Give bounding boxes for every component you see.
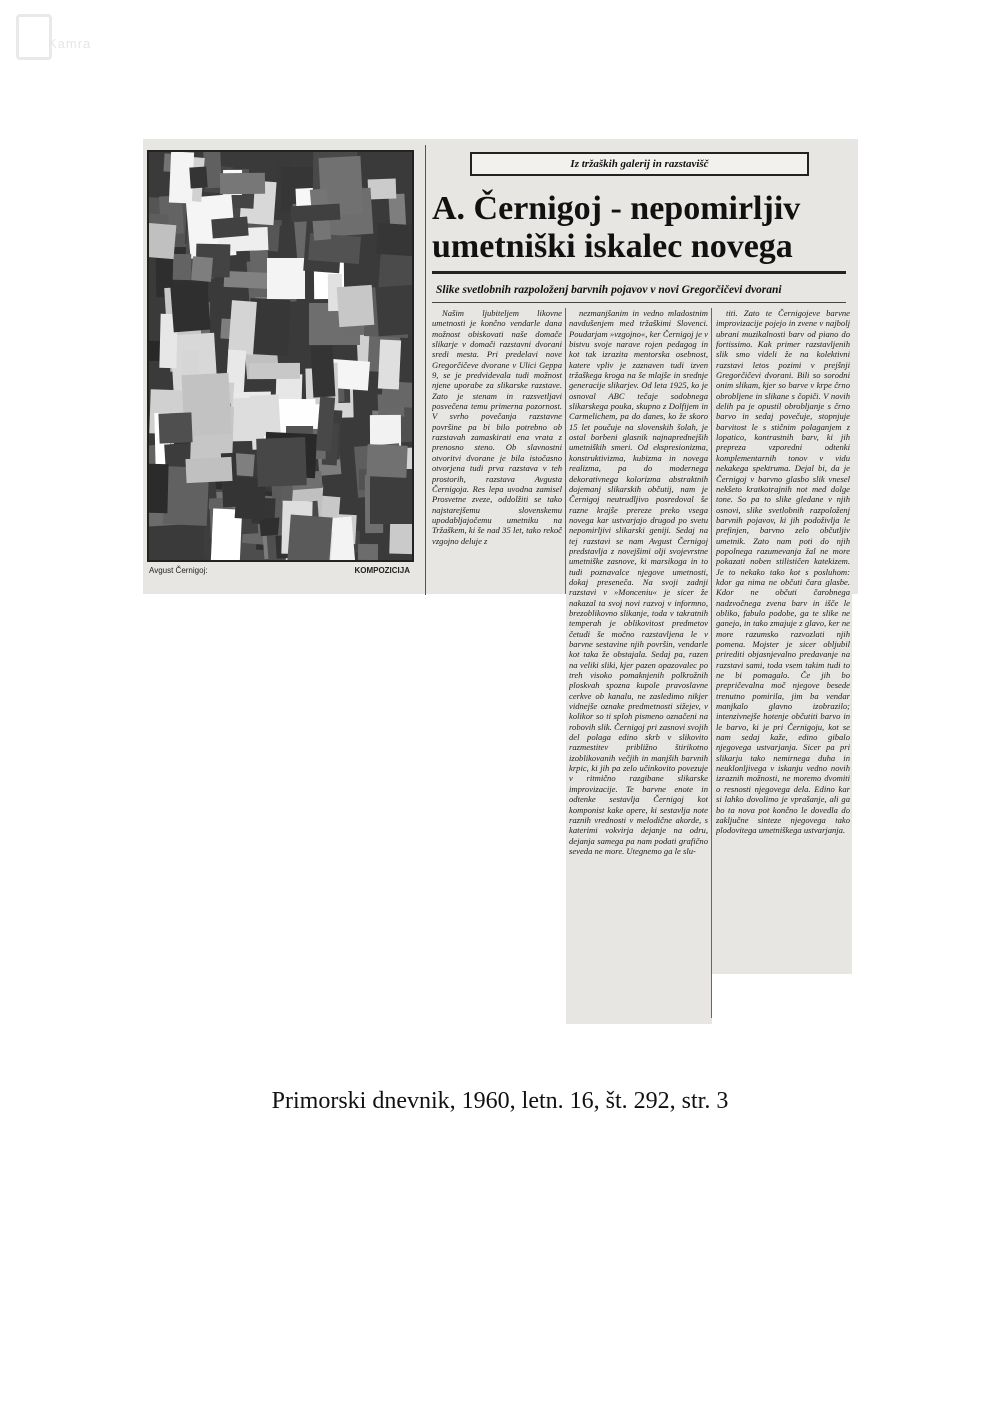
- artwork-patch: [147, 222, 177, 258]
- image-caption-artist: Avgust Černigoj:: [149, 566, 208, 575]
- source-citation: Primorski dnevnik, 1960, letn. 16, št. 292, str. 3: [271, 1088, 729, 1114]
- artwork-patch: [182, 350, 200, 377]
- article-column-1: [432, 308, 562, 588]
- artwork-patch: [311, 345, 336, 397]
- artwork-patch: [367, 444, 409, 478]
- artwork-patch: [159, 413, 193, 444]
- subhead-rule: [432, 302, 846, 303]
- artwork-patch: [173, 254, 192, 280]
- article-column-2: [569, 308, 708, 1023]
- artwork-patch: [186, 457, 233, 484]
- artwork-patch: [376, 222, 414, 255]
- logo-text: Kamra: [48, 36, 92, 51]
- artwork-patch: [287, 515, 333, 562]
- article-subhead: Slike svetlobnih razpoloženj barvnih pojavov v novi Gregorčičevi dvorani: [436, 284, 782, 296]
- artwork-patch: [336, 285, 374, 327]
- artwork-patch: [378, 339, 402, 389]
- artwork-patch: [375, 285, 414, 337]
- artwork-patch: [256, 437, 307, 487]
- artwork-patch: [367, 179, 395, 199]
- logo-icon: [16, 14, 52, 60]
- image-caption-title: KOMPOZICIJA: [354, 566, 410, 575]
- column-text: Našim ljubiteljem likovne umetnosti je končno vendarle dana možnost obiskovati naše domače slikarje v domači razstavni dvorani sredi mesta. Pri predelavi nove Gregorčičeve dvorane v Ulici Geppa 9, se je predvidevala tudi možnost njene uporabe za slikarske razstave. Zato je stenam in razsvetljavi posvečena temu primerna pozornost. V svrho povečanja razstavne površine pa bi bilo potrebno ob razstavah zamaskirati ena vrata z prenosno steno. Ob slavnostni otvoritvi dvorane je bila istočasno otvorjena tudi prva razstava v teh prostorih, razstava Avgusta Černigoja. Res lepa uvodna zamisel Prosvetne zveze, oddolžiti se tako najstarejšemu slovenskemu upodabljajočemu umetniku na Tržaškem, ki še nad 35 let, tako rekoč vzgojno deluje z: [432, 308, 562, 546]
- artwork-patch: [358, 544, 379, 560]
- headline-rule: [432, 271, 846, 274]
- column-text: titi. Zato te Černigojeve barvne improvizacije pojejo in zvene v najbolj ubrani muzikalnosti barv od piano do fortissimo. Kak primer razstavljenih slik smo videli že na kolektivni razstavi letos pozimi v prejšnji Gregorčičevi dvorani. Bili so sorodni onim slikam, kjer so barve v krpe črno obrobljene in slikane s čopiči. V novih delih pa je opustil obrobljanje s črno barvo in sedaj povečuje, stopnjuje barvitost le s stičnim polaganjem z lopatico, kontrastnih barv, ki jih prepreza vzporedni odtenki komplementarnih tonov v vidu nekakega spektruma. Dejal bi, da je Černigoj v barvno glasbo slik vnesel nekšeto kratkotrajnih not med dolge tone. So pa to slike gledane v njih osnovi, slike svetlobnih razpoloženj barvnih pojavov, ki jih podoživlja le prefinjen, barvno zelo občutljiv umetnik. Zato nam poti do njih popolnega razumevanja žal ne more pokazati noben stilističen katekizem. Je to nekako tako kot s posluhom: kdor ga nima ne občuti čara glasbe. Kdor ne občuti čarobnega nadzvočnega zvena barv in išče le obliko, fabulo podobe, ga te slike ne ganejo, in tako zmajuje z glavo, ker ne more razumsko razvozlati njih pomena. Mojster je sicer obljubil prirediti objasnjevalno predavanje na razstavi sami, toda vsem takim tudi to ne bi pomagalo. Če jih bo prepričevalna moč njegove besede trenutno pomirila, jim ba vendar manjkalo glavno izobrazilo; intenzivnejše hotenje občutiti barvo in le barvo, ki je pri Černigoju, kot se nam sedaj kaže, edino gibalo njegovega ustvarjanja. Sicer pa pri slikarju tako nemirnega duha in neuklonljivega v iskanju vedno novih izraznih možnosti, ne moremo dvomiti o resnosti njegovega dela. Edino kar si lahko dovolimo je vprašanje, ali ga bo ta nova pot končno le dovedla do zaključne sinteze njegovega tako plodovitega umetniškega ustvarjanja.: [716, 308, 850, 836]
- artwork-patch: [219, 172, 264, 194]
- artwork-patch: [189, 166, 207, 188]
- vertical-divider: [425, 145, 426, 595]
- artwork-image: [147, 150, 414, 562]
- artwork-patch: [267, 258, 305, 299]
- artwork-patch: [147, 464, 168, 513]
- column-rule: [565, 308, 566, 594]
- artwork-patch: [170, 284, 210, 333]
- column-text: nezmanjšanim in vedno mladostnim navdušenjem med tržaškimi Slovenci. Poudarjam »vzgojno«, ker Černigoj je v bistvu svoje narave rojen pedagog in kot tak izrazita mentorska osebnost, katere vpliv je zaznaven tudi izven tržaškega kroga na še mlajše in srednje generacije slikarjev. Od leta 1925, ko je osnoval ABC tečaje sodobnega slikarskega pouka, skupno z Dolfijem in Carmelichem, pa do danes, ko že skoro 15 let poučuje na slovenskih šolah, je ostal borbeni glasnik najnaprednejših umetniških smeri. Od ekspresionizma, konstruktivizma, kubizma in novega realizma, pa do modernega dekorativnega kolorizma abstraktnih dojemanj slikarskih občutij, nam je Černigoj neutrudljivo posredoval še razne krajše prereze preko vsega novega kar ustvarjajo drugod po svetu nepomirljivi slikarski geniji. Sedaj na tej razstavi se nam Avgust Černigoj predstavlja z novejšimi olji svojevrstne umetniške zasnove, ki marsikoga in to tudi poznavalce njegove umetnosti, dokaj preseneča. Na svoji zadnji razstavi v »Monceniu« je sicer že nakazal ta svoj novi razvoj v informno, brezoblikovno slikanje, toda v takratnih temperah je oblikovitost predmetov četudi še močno razstavljena le v barvne sestavine njih površin, vendarle kot taka že obstajala. Sedaj pa, razen na veliki sliki, kjer pazen opazovalec po treh visoko pomaknjenih polkrožnih ploskvah spozna kupole pravoslavne cerkve ob kanalu, ne zasledimo nikjer vidnejše oznake predmetnosti sižejev, v kolikor so ti sploh pismeno označeni na robovih slik. Černigoj pri zasnovi svojih del polaga edino skrb v slikovito razmestitev približno štirikotno izoblikovanih večjih in manjših barvnih krpic, ki jih pa zelo učinkovito povezuje v ritmično razgibane slikarske improvizacije. Te barvne enote in odtenke sestavlja Černigoj kot komponist kake opere, ki sestavlja note raznih vrednosti v melodične akorde, s katerimi vokvirja dejanje na odru, dejanja samega pa nam podati grafično seveda ne more. Utegnemo ga le slu-: [569, 308, 708, 856]
- image-caption: [147, 563, 414, 579]
- article-column-3: [716, 308, 850, 973]
- artwork-patch: [291, 204, 340, 223]
- article-headline: A. Černigoj - nepomirljiv umetniški iskalec novega: [432, 190, 801, 265]
- artwork-patch: [228, 300, 257, 354]
- artwork-patch: [212, 217, 250, 239]
- logo: [12, 10, 122, 60]
- artwork-patch: [191, 256, 213, 282]
- article-kicker: Iz tržaških galerij in razstavišč: [470, 152, 809, 176]
- column-rule: [711, 308, 712, 1018]
- artwork-patch: [249, 363, 300, 380]
